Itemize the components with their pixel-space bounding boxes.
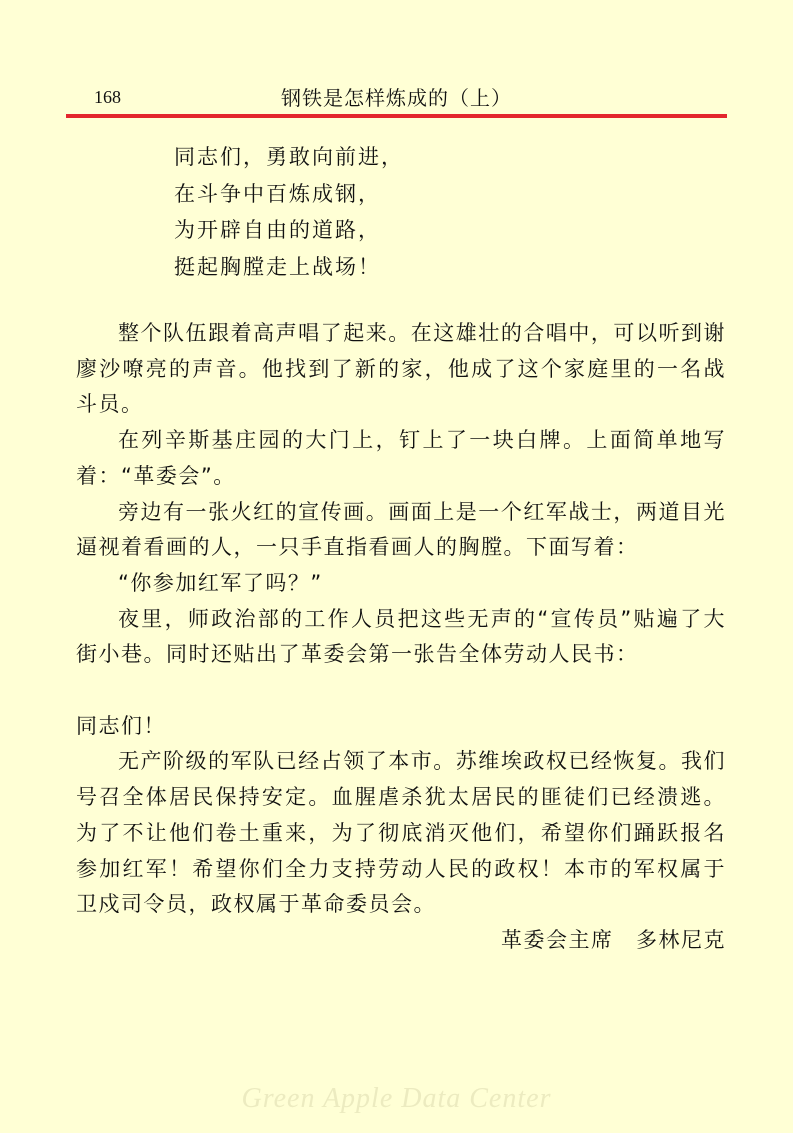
section-gap	[76, 673, 726, 709]
running-title: 钢铁是怎样炼成的（上）	[281, 86, 512, 110]
poem-line: 为开辟自由的道路，	[174, 218, 381, 242]
poem-line: 在斗争中百炼成钢，	[174, 181, 381, 206]
paragraph: 整个队伍跟着高声唱了起来。在这雄壮的合唱中，可以听到谢廖沙嘹亮的声音。他找到了新的家，他成了这个家庭里的一名战斗员。	[76, 321, 726, 417]
proclamation-signature: 革委会主席 多林尼克	[501, 927, 726, 952]
paragraph: “你参加红军了吗？”	[118, 570, 323, 595]
paragraph: 在列辛斯基庄园的大门上，钉上了一块白牌。上面简单地写着：“革委会”。	[76, 428, 726, 488]
paragraph: 旁边有一张火红的宣传画。画面上是一个红军战士，两道目光逼视着看画的人，一只手直指看画人的胸膛。下面写着：	[76, 499, 726, 560]
body-text	[76, 316, 726, 959]
header-rule	[66, 114, 727, 118]
proclamation-text: 无产阶级的军队已经占领了本市。苏维埃政权已经恢复。我们号召全体居民保持安定。血腥虐杀犹太居民的匪徒们已经溃逃。为了不让他们卷土重来，为了彻底消灭他们，希望你们踊跃报名参加红军！希望你们全力支持劳动人民的政权！本市的军权属于卫戍司令员，政权属于革命委员会。	[76, 749, 726, 917]
poem-line: 挺起胸膛走上战场！	[174, 254, 381, 279]
page-number: 168	[94, 87, 121, 107]
poem-line: 同志们，勇敢向前进，	[174, 145, 404, 169]
page-header	[66, 78, 727, 112]
watermark: Green Apple Data Center	[241, 1083, 552, 1114]
proclamation-salutation: 同志们！	[76, 713, 166, 738]
paragraph: 夜里，师政治部的工作人员把这些无声的“宣传员”贴遍了大街小巷。同时还贴出了革委会第一张告全体劳动人民书：	[76, 606, 726, 667]
poem-block	[174, 139, 404, 285]
